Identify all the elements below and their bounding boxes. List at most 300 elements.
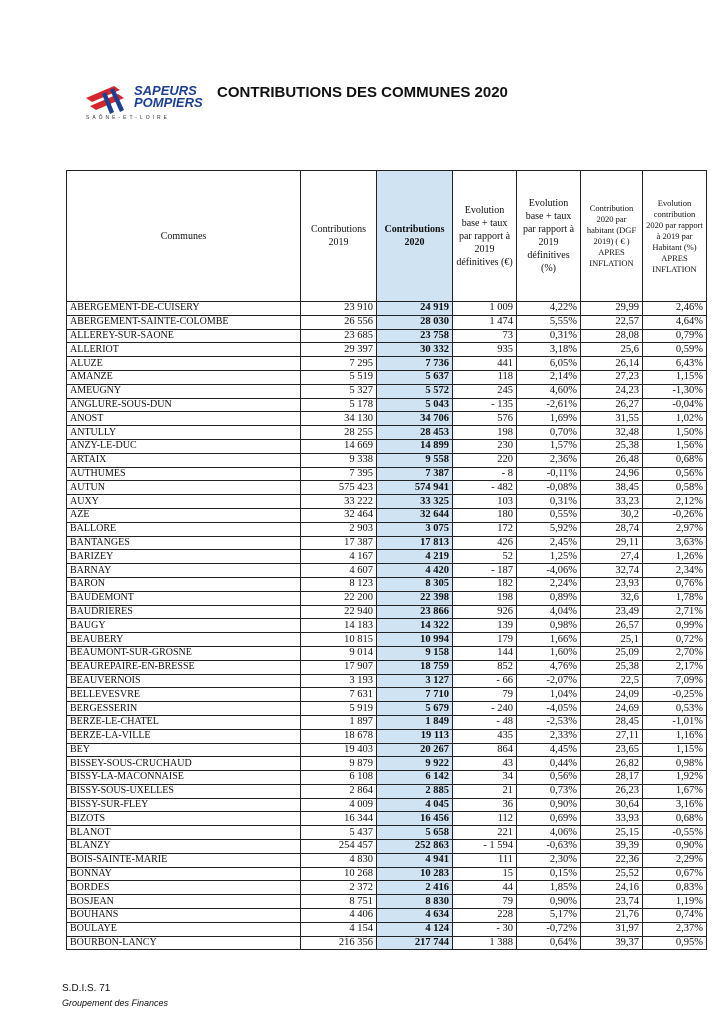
contribution-2019-cell: 23 910 <box>301 302 377 316</box>
evolution-per-habitant-cell: 0,99% <box>643 619 707 633</box>
evolution-per-habitant-cell: 1,26% <box>643 550 707 564</box>
evolution-euro-cell: 15 <box>453 867 517 881</box>
per-habitant-cell: 23,65 <box>581 743 643 757</box>
per-habitant-cell: 27,23 <box>581 370 643 384</box>
contribution-2020-cell: 18 759 <box>377 660 453 674</box>
contribution-2019-cell: 4 830 <box>301 853 377 867</box>
commune-name-cell: BELLEVESVRE <box>67 688 301 702</box>
contribution-2019-cell: 1 897 <box>301 715 377 729</box>
firefighter-logo-icon <box>84 82 134 116</box>
evolution-per-habitant-cell: 2,12% <box>643 495 707 509</box>
page-title: CONTRIBUTIONS DES COMMUNES 2020 <box>217 84 508 101</box>
evolution-euro-cell: 111 <box>453 853 517 867</box>
commune-name-cell: ALLERIOT <box>67 343 301 357</box>
evolution-percent-cell: -0,63% <box>517 840 581 854</box>
per-habitant-cell: 29,99 <box>581 302 643 316</box>
per-habitant-cell: 26,23 <box>581 784 643 798</box>
per-habitant-cell: 30,2 <box>581 508 643 522</box>
evolution-percent-cell: 0,64% <box>517 936 581 950</box>
commune-name-cell: BOSJEAN <box>67 895 301 909</box>
evolution-percent-cell: 4,04% <box>517 605 581 619</box>
per-habitant-cell: 28,74 <box>581 522 643 536</box>
table-row <box>67 329 707 343</box>
commune-name-cell: BEAUREPAIRE-EN-BRESSE <box>67 660 301 674</box>
evolution-percent-cell: 0,15% <box>517 867 581 881</box>
contribution-2020-cell: 23 758 <box>377 329 453 343</box>
commune-name-cell: BARNAY <box>67 564 301 578</box>
contribution-2020-cell: 34 706 <box>377 412 453 426</box>
contribution-2019-cell: 18 678 <box>301 729 377 743</box>
contribution-2019-cell: 4 167 <box>301 550 377 564</box>
table-row <box>67 702 707 716</box>
contribution-2019-cell: 254 457 <box>301 840 377 854</box>
commune-name-cell: ANTULLY <box>67 426 301 440</box>
logo-line1: SAPEURS <box>134 83 197 98</box>
contribution-2019-cell: 5 178 <box>301 398 377 412</box>
table-row <box>67 591 707 605</box>
contribution-2020-cell: 9 158 <box>377 646 453 660</box>
contribution-2020-cell: 8 830 <box>377 895 453 909</box>
table-row <box>67 853 707 867</box>
commune-name-cell: BERZE-LA-VILLE <box>67 729 301 743</box>
contribution-2020-cell: 9 922 <box>377 757 453 771</box>
contribution-2019-cell: 10 268 <box>301 867 377 881</box>
contribution-2020-cell: 4 219 <box>377 550 453 564</box>
commune-name-cell: BEAUVERNOIS <box>67 674 301 688</box>
evolution-euro-cell: 926 <box>453 605 517 619</box>
per-habitant-cell: 25,6 <box>581 343 643 357</box>
table-row <box>67 909 707 923</box>
commune-name-cell: BOIS-SAINTE-MARIE <box>67 853 301 867</box>
per-habitant-cell: 28,45 <box>581 715 643 729</box>
table-row <box>67 633 707 647</box>
evolution-euro-cell: 182 <box>453 577 517 591</box>
table-row <box>67 826 707 840</box>
evolution-percent-cell: 3,18% <box>517 343 581 357</box>
contribution-2020-cell: 32 644 <box>377 508 453 522</box>
commune-name-cell: BAUDRIERES <box>67 605 301 619</box>
contribution-2019-cell: 7 631 <box>301 688 377 702</box>
table-row <box>67 798 707 812</box>
header-evolution-percent: Evolution base + taux par rapport à 2019 définitives (%) <box>517 171 581 302</box>
commune-name-cell: ANOST <box>67 412 301 426</box>
evolution-per-habitant-cell: 0,67% <box>643 867 707 881</box>
per-habitant-cell: 25,52 <box>581 867 643 881</box>
contribution-2019-cell: 5 437 <box>301 826 377 840</box>
table-body <box>67 302 707 950</box>
per-habitant-cell: 25,09 <box>581 646 643 660</box>
evolution-percent-cell: 2,33% <box>517 729 581 743</box>
evolution-per-habitant-cell: 7,09% <box>643 674 707 688</box>
evolution-percent-cell: -0,08% <box>517 481 581 495</box>
commune-name-cell: ALUZE <box>67 357 301 371</box>
evolution-per-habitant-cell: 1,15% <box>643 370 707 384</box>
per-habitant-cell: 32,6 <box>581 591 643 605</box>
evolution-per-habitant-cell: 1,50% <box>643 426 707 440</box>
contribution-2019-cell: 26 556 <box>301 315 377 329</box>
evolution-percent-cell: 0,89% <box>517 591 581 605</box>
evolution-percent-cell: -4,06% <box>517 564 581 578</box>
contribution-2020-cell: 22 398 <box>377 591 453 605</box>
evolution-per-habitant-cell: 1,16% <box>643 729 707 743</box>
evolution-per-habitant-cell: 3,16% <box>643 798 707 812</box>
contribution-2019-cell: 33 222 <box>301 495 377 509</box>
contribution-2020-cell: 2 885 <box>377 784 453 798</box>
evolution-per-habitant-cell: 0,68% <box>643 453 707 467</box>
evolution-per-habitant-cell: 0,74% <box>643 909 707 923</box>
commune-name-cell: ABERGEMENT-DE-CUISERY <box>67 302 301 316</box>
contribution-2019-cell: 5 919 <box>301 702 377 716</box>
evolution-per-habitant-cell: 0,98% <box>643 757 707 771</box>
evolution-euro-cell: 118 <box>453 370 517 384</box>
evolution-euro-cell: 36 <box>453 798 517 812</box>
commune-name-cell: ARTAIX <box>67 453 301 467</box>
contribution-2020-cell: 6 142 <box>377 771 453 785</box>
evolution-percent-cell: -2,53% <box>517 715 581 729</box>
evolution-euro-cell: 864 <box>453 743 517 757</box>
evolution-percent-cell: 0,44% <box>517 757 581 771</box>
table-row <box>67 495 707 509</box>
commune-name-cell: ALLEREY-SUR-SAONE <box>67 329 301 343</box>
evolution-percent-cell: 0,98% <box>517 619 581 633</box>
header-per-habitant: Contribution 2020 par habitant (DGF 2019) ( € ) APRES INFLATION <box>581 171 643 302</box>
contribution-2019-cell: 10 815 <box>301 633 377 647</box>
per-habitant-cell: 24,69 <box>581 702 643 716</box>
evolution-per-habitant-cell: 2,97% <box>643 522 707 536</box>
contribution-2020-cell: 7 736 <box>377 357 453 371</box>
contribution-2019-cell: 7 395 <box>301 467 377 481</box>
table-row <box>67 550 707 564</box>
evolution-per-habitant-cell: 0,68% <box>643 812 707 826</box>
contribution-2020-cell: 23 866 <box>377 605 453 619</box>
evolution-percent-cell: -0,11% <box>517 467 581 481</box>
commune-name-cell: ANZY-LE-DUC <box>67 439 301 453</box>
per-habitant-cell: 25,1 <box>581 633 643 647</box>
evolution-percent-cell: 2,24% <box>517 577 581 591</box>
contribution-2019-cell: 28 255 <box>301 426 377 440</box>
commune-name-cell: BARON <box>67 577 301 591</box>
contribution-2020-cell: 24 919 <box>377 302 453 316</box>
evolution-percent-cell: 2,45% <box>517 536 581 550</box>
commune-name-cell: BAUDEMONT <box>67 591 301 605</box>
per-habitant-cell: 31,97 <box>581 922 643 936</box>
contribution-2020-cell: 4 420 <box>377 564 453 578</box>
table-row <box>67 660 707 674</box>
evolution-per-habitant-cell: 2,71% <box>643 605 707 619</box>
contribution-2019-cell: 14 669 <box>301 439 377 453</box>
evolution-percent-cell: 0,70% <box>517 426 581 440</box>
contribution-2020-cell: 14 322 <box>377 619 453 633</box>
commune-name-cell: ABERGEMENT-SAINTE-COLOMBE <box>67 315 301 329</box>
evolution-percent-cell: 4,60% <box>517 384 581 398</box>
evolution-euro-cell: 426 <box>453 536 517 550</box>
table-row <box>67 784 707 798</box>
contribution-2020-cell: 5 572 <box>377 384 453 398</box>
evolution-per-habitant-cell: -0,55% <box>643 826 707 840</box>
per-habitant-cell: 24,09 <box>581 688 643 702</box>
evolution-per-habitant-cell: 4,64% <box>643 315 707 329</box>
contribution-2020-cell: 14 899 <box>377 439 453 453</box>
evolution-per-habitant-cell: -0,04% <box>643 398 707 412</box>
evolution-percent-cell: 2,30% <box>517 853 581 867</box>
per-habitant-cell: 24,96 <box>581 467 643 481</box>
evolution-euro-cell: 935 <box>453 343 517 357</box>
evolution-percent-cell: 1,85% <box>517 881 581 895</box>
evolution-percent-cell: 4,22% <box>517 302 581 316</box>
evolution-euro-cell: - 240 <box>453 702 517 716</box>
evolution-percent-cell: 0,69% <box>517 812 581 826</box>
per-habitant-cell: 23,74 <box>581 895 643 909</box>
commune-name-cell: BLANZY <box>67 840 301 854</box>
evolution-per-habitant-cell: 2,29% <box>643 853 707 867</box>
contribution-2019-cell: 16 344 <box>301 812 377 826</box>
evolution-per-habitant-cell: 0,56% <box>643 467 707 481</box>
evolution-percent-cell: 5,17% <box>517 909 581 923</box>
commune-name-cell: BEY <box>67 743 301 757</box>
table-row <box>67 522 707 536</box>
evolution-euro-cell: 44 <box>453 881 517 895</box>
evolution-percent-cell: 0,56% <box>517 771 581 785</box>
header-evolution-euro: Evolution base + taux par rapport à 2019 définitives (€) <box>453 171 517 302</box>
commune-name-cell: BALLORE <box>67 522 301 536</box>
per-habitant-cell: 26,48 <box>581 453 643 467</box>
contributions-table-container <box>66 170 706 950</box>
table-row <box>67 315 707 329</box>
contribution-2020-cell: 4 634 <box>377 909 453 923</box>
per-habitant-cell: 33,23 <box>581 495 643 509</box>
commune-name-cell: BIZOTS <box>67 812 301 826</box>
commune-name-cell: BISSY-LA-MACONNAISE <box>67 771 301 785</box>
contribution-2020-cell: 16 456 <box>377 812 453 826</box>
per-habitant-cell: 24,16 <box>581 881 643 895</box>
per-habitant-cell: 21,76 <box>581 909 643 923</box>
evolution-per-habitant-cell: 0,72% <box>643 633 707 647</box>
evolution-per-habitant-cell: 1,19% <box>643 895 707 909</box>
evolution-percent-cell: 1,25% <box>517 550 581 564</box>
evolution-percent-cell: 5,92% <box>517 522 581 536</box>
table-row <box>67 384 707 398</box>
per-habitant-cell: 23,93 <box>581 577 643 591</box>
evolution-percent-cell: 1,60% <box>517 646 581 660</box>
table-row <box>67 715 707 729</box>
commune-name-cell: BEAUBERY <box>67 633 301 647</box>
contribution-2019-cell: 29 397 <box>301 343 377 357</box>
evolution-euro-cell: 1 474 <box>453 315 517 329</box>
table-row <box>67 302 707 316</box>
evolution-euro-cell: - 30 <box>453 922 517 936</box>
evolution-euro-cell: 198 <box>453 591 517 605</box>
evolution-euro-cell: 230 <box>453 439 517 453</box>
evolution-percent-cell: 5,55% <box>517 315 581 329</box>
contribution-2020-cell: 19 113 <box>377 729 453 743</box>
commune-name-cell: BORDES <box>67 881 301 895</box>
contribution-2019-cell: 8 751 <box>301 895 377 909</box>
contribution-2019-cell: 2 903 <box>301 522 377 536</box>
contribution-2019-cell: 32 464 <box>301 508 377 522</box>
evolution-euro-cell: - 66 <box>453 674 517 688</box>
evolution-euro-cell: 79 <box>453 895 517 909</box>
contribution-2020-cell: 252 863 <box>377 840 453 854</box>
contribution-2019-cell: 9 338 <box>301 453 377 467</box>
per-habitant-cell: 22,36 <box>581 853 643 867</box>
contribution-2019-cell: 216 356 <box>301 936 377 950</box>
commune-name-cell: BLANOT <box>67 826 301 840</box>
evolution-per-habitant-cell: -1,30% <box>643 384 707 398</box>
contribution-2020-cell: 2 416 <box>377 881 453 895</box>
commune-name-cell: BISSY-SUR-FLEY <box>67 798 301 812</box>
table-row <box>67 936 707 950</box>
table-row <box>67 895 707 909</box>
commune-name-cell: BARIZEY <box>67 550 301 564</box>
evolution-per-habitant-cell: 0,95% <box>643 936 707 950</box>
per-habitant-cell: 38,45 <box>581 481 643 495</box>
evolution-per-habitant-cell: 2,46% <box>643 302 707 316</box>
contribution-2019-cell: 3 193 <box>301 674 377 688</box>
evolution-euro-cell: 220 <box>453 453 517 467</box>
evolution-euro-cell: 435 <box>453 729 517 743</box>
commune-name-cell: BEAUMONT-SUR-GROSNE <box>67 646 301 660</box>
evolution-per-habitant-cell: 3,63% <box>643 536 707 550</box>
evolution-euro-cell: 34 <box>453 771 517 785</box>
evolution-per-habitant-cell: 2,37% <box>643 922 707 936</box>
evolution-percent-cell: 1,57% <box>517 439 581 453</box>
contribution-2020-cell: 4 124 <box>377 922 453 936</box>
evolution-per-habitant-cell: 0,90% <box>643 840 707 854</box>
table-row <box>67 812 707 826</box>
contribution-2020-cell: 3 075 <box>377 522 453 536</box>
evolution-euro-cell: 79 <box>453 688 517 702</box>
contribution-2019-cell: 19 403 <box>301 743 377 757</box>
evolution-per-habitant-cell: 1,78% <box>643 591 707 605</box>
table-row <box>67 867 707 881</box>
contribution-2019-cell: 2 864 <box>301 784 377 798</box>
evolution-per-habitant-cell: 0,76% <box>643 577 707 591</box>
evolution-percent-cell: 4,06% <box>517 826 581 840</box>
evolution-euro-cell: 172 <box>453 522 517 536</box>
logo-line2: POMPIERS <box>134 95 203 110</box>
table-row <box>67 646 707 660</box>
commune-name-cell: BANTANGES <box>67 536 301 550</box>
evolution-euro-cell: 73 <box>453 329 517 343</box>
commune-name-cell: BISSY-SOUS-UXELLES <box>67 784 301 798</box>
per-habitant-cell: 33,93 <box>581 812 643 826</box>
evolution-euro-cell: - 135 <box>453 398 517 412</box>
contributions-table <box>66 170 707 950</box>
contribution-2020-cell: 5 658 <box>377 826 453 840</box>
evolution-percent-cell: 0,55% <box>517 508 581 522</box>
evolution-euro-cell: 1 009 <box>453 302 517 316</box>
per-habitant-cell: 28,17 <box>581 771 643 785</box>
contribution-2020-cell: 10 283 <box>377 867 453 881</box>
evolution-euro-cell: 852 <box>453 660 517 674</box>
evolution-percent-cell: 0,31% <box>517 495 581 509</box>
contribution-2019-cell: 14 183 <box>301 619 377 633</box>
contribution-2020-cell: 217 744 <box>377 936 453 950</box>
header-contributions-2019: Contributions 2019 <box>301 171 377 302</box>
evolution-euro-cell: 52 <box>453 550 517 564</box>
contribution-2020-cell: 5 679 <box>377 702 453 716</box>
evolution-euro-cell: 441 <box>453 357 517 371</box>
evolution-euro-cell: - 482 <box>453 481 517 495</box>
evolution-percent-cell: 0,73% <box>517 784 581 798</box>
commune-name-cell: BISSEY-SOUS-CRUCHAUD <box>67 757 301 771</box>
per-habitant-cell: 22,5 <box>581 674 643 688</box>
commune-name-cell: BERGESSERIN <box>67 702 301 716</box>
evolution-euro-cell: - 8 <box>453 467 517 481</box>
per-habitant-cell: 23,49 <box>581 605 643 619</box>
evolution-euro-cell: 144 <box>453 646 517 660</box>
evolution-euro-cell: 576 <box>453 412 517 426</box>
commune-name-cell: BERZE-LE-CHATEL <box>67 715 301 729</box>
contribution-2019-cell: 22 200 <box>301 591 377 605</box>
table-row <box>67 508 707 522</box>
contribution-2020-cell: 4 045 <box>377 798 453 812</box>
per-habitant-cell: 25,15 <box>581 826 643 840</box>
contribution-2020-cell: 4 941 <box>377 853 453 867</box>
contribution-2020-cell: 20 267 <box>377 743 453 757</box>
per-habitant-cell: 27,11 <box>581 729 643 743</box>
evolution-euro-cell: 221 <box>453 826 517 840</box>
evolution-euro-cell: 228 <box>453 909 517 923</box>
contribution-2019-cell: 4 154 <box>301 922 377 936</box>
per-habitant-cell: 26,14 <box>581 357 643 371</box>
evolution-per-habitant-cell: -0,26% <box>643 508 707 522</box>
evolution-euro-cell: 180 <box>453 508 517 522</box>
evolution-per-habitant-cell: 1,67% <box>643 784 707 798</box>
contribution-2020-cell: 28 453 <box>377 426 453 440</box>
table-row <box>67 453 707 467</box>
evolution-percent-cell: -2,61% <box>517 398 581 412</box>
table-row <box>67 370 707 384</box>
evolution-euro-cell: 43 <box>453 757 517 771</box>
table-row <box>67 412 707 426</box>
contribution-2019-cell: 575 423 <box>301 481 377 495</box>
commune-name-cell: AZE <box>67 508 301 522</box>
contribution-2019-cell: 17 907 <box>301 660 377 674</box>
evolution-percent-cell: 0,90% <box>517 798 581 812</box>
contribution-2019-cell: 22 940 <box>301 605 377 619</box>
commune-name-cell: BOUHANS <box>67 909 301 923</box>
table-row <box>67 771 707 785</box>
table-row <box>67 729 707 743</box>
table-row <box>67 357 707 371</box>
contribution-2019-cell: 9 879 <box>301 757 377 771</box>
commune-name-cell: BOULAYE <box>67 922 301 936</box>
header-communes: Communes <box>67 171 301 302</box>
evolution-per-habitant-cell: 2,70% <box>643 646 707 660</box>
commune-name-cell: BAUGY <box>67 619 301 633</box>
contribution-2019-cell: 2 372 <box>301 881 377 895</box>
contribution-2020-cell: 3 127 <box>377 674 453 688</box>
contribution-2019-cell: 17 387 <box>301 536 377 550</box>
per-habitant-cell: 25,38 <box>581 660 643 674</box>
table-row <box>67 757 707 771</box>
evolution-per-habitant-cell: 2,34% <box>643 564 707 578</box>
evolution-per-habitant-cell: 6,43% <box>643 357 707 371</box>
contribution-2020-cell: 28 030 <box>377 315 453 329</box>
contribution-2019-cell: 6 108 <box>301 771 377 785</box>
table-row <box>67 398 707 412</box>
table-row <box>67 536 707 550</box>
evolution-percent-cell: -2,07% <box>517 674 581 688</box>
evolution-percent-cell: 2,36% <box>517 453 581 467</box>
contribution-2019-cell: 8 123 <box>301 577 377 591</box>
evolution-euro-cell: 103 <box>453 495 517 509</box>
contribution-2019-cell: 7 295 <box>301 357 377 371</box>
footer-org: S.D.I.S. 71 <box>62 983 111 994</box>
evolution-per-habitant-cell: 0,59% <box>643 343 707 357</box>
table-row <box>67 922 707 936</box>
